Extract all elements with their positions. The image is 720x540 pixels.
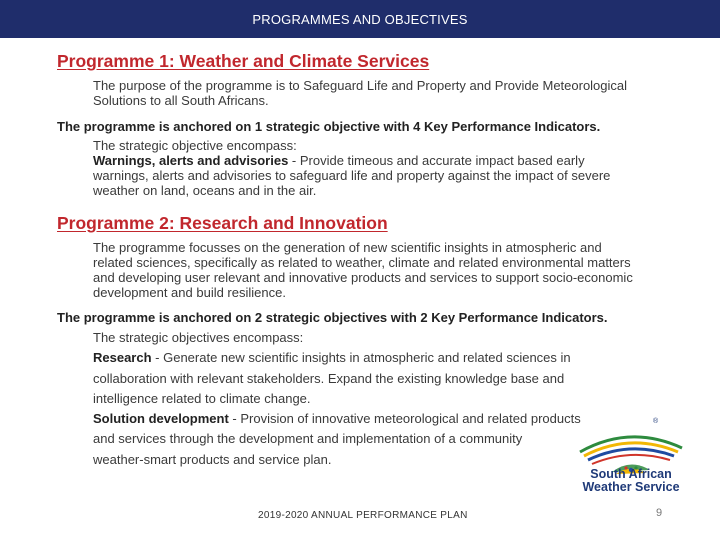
objective-warnings: Warnings, alerts and advisories - Provide timeous and accurate impact based early: [93, 153, 585, 168]
objective-solution: Solution development - Provision of innovative meteorological and related products: [93, 411, 581, 427]
programme-2-purpose: The programme focusses on the generation of new scientific insights in atmospheric and related sciences, specifically as related to weather, climate and related environmental matters and developing user relevant and innovative products and services to support socio-economic development and build resilience.: [93, 240, 633, 300]
page-title: PROGRAMMES AND OBJECTIVES: [252, 11, 468, 27]
logo-line-1: South African: [590, 467, 672, 481]
programme-2-anchor: The programme is anchored on 2 strategic objectives with 2 Key Performance Indicators.: [57, 310, 608, 325]
programme-1-objectives: The strategic objective encompass: Warnings, alerts and advisories - Provide timeous and accurate impact based early warnings, alerts and advisories to safeguard life and property against the impact of severe weather on land, oceans and in the air.: [93, 138, 611, 198]
programme-1-anchor: The programme is anchored on 1 strategic objective with 4 Key Performance Indicators.: [57, 119, 601, 134]
programme-1-heading: Programme 1: Weather and Climate Services: [57, 51, 430, 71]
programme-1-purpose: The purpose of the programme is to Safeguard Life and Property and Provide Meteorological Solutions to all South Africans.: [93, 78, 628, 108]
logo-line-2: Weather Service: [582, 480, 680, 494]
page-number: 9: [656, 507, 663, 519]
registered-mark: ®: [653, 418, 659, 425]
objectives-intro: The strategic objectives encompass:: [93, 330, 304, 345]
programme-2-heading: Programme 2: Research and Innovation: [57, 213, 388, 233]
footer-text: 2019-2020 ANNUAL PERFORMANCE PLAN: [258, 510, 468, 521]
objective-research: Research - Generate new scientific insights in atmospheric and related sciences in: [93, 350, 571, 366]
objectives-intro: The strategic objective encompass:: [93, 138, 297, 153]
programme-2-objectives: The strategic objectives encompass: Research - Generate new scientific insights in atmospheric and related sciences in collaboration with relevant stakeholders. Expand the existing knowledge base and intelligence related to climate change. Solution development - Provision of innovative meteorological and related products and services through the development and implementation of a community weather-smart products and service plan.: [93, 330, 581, 467]
title-bar: [0, 0, 720, 38]
